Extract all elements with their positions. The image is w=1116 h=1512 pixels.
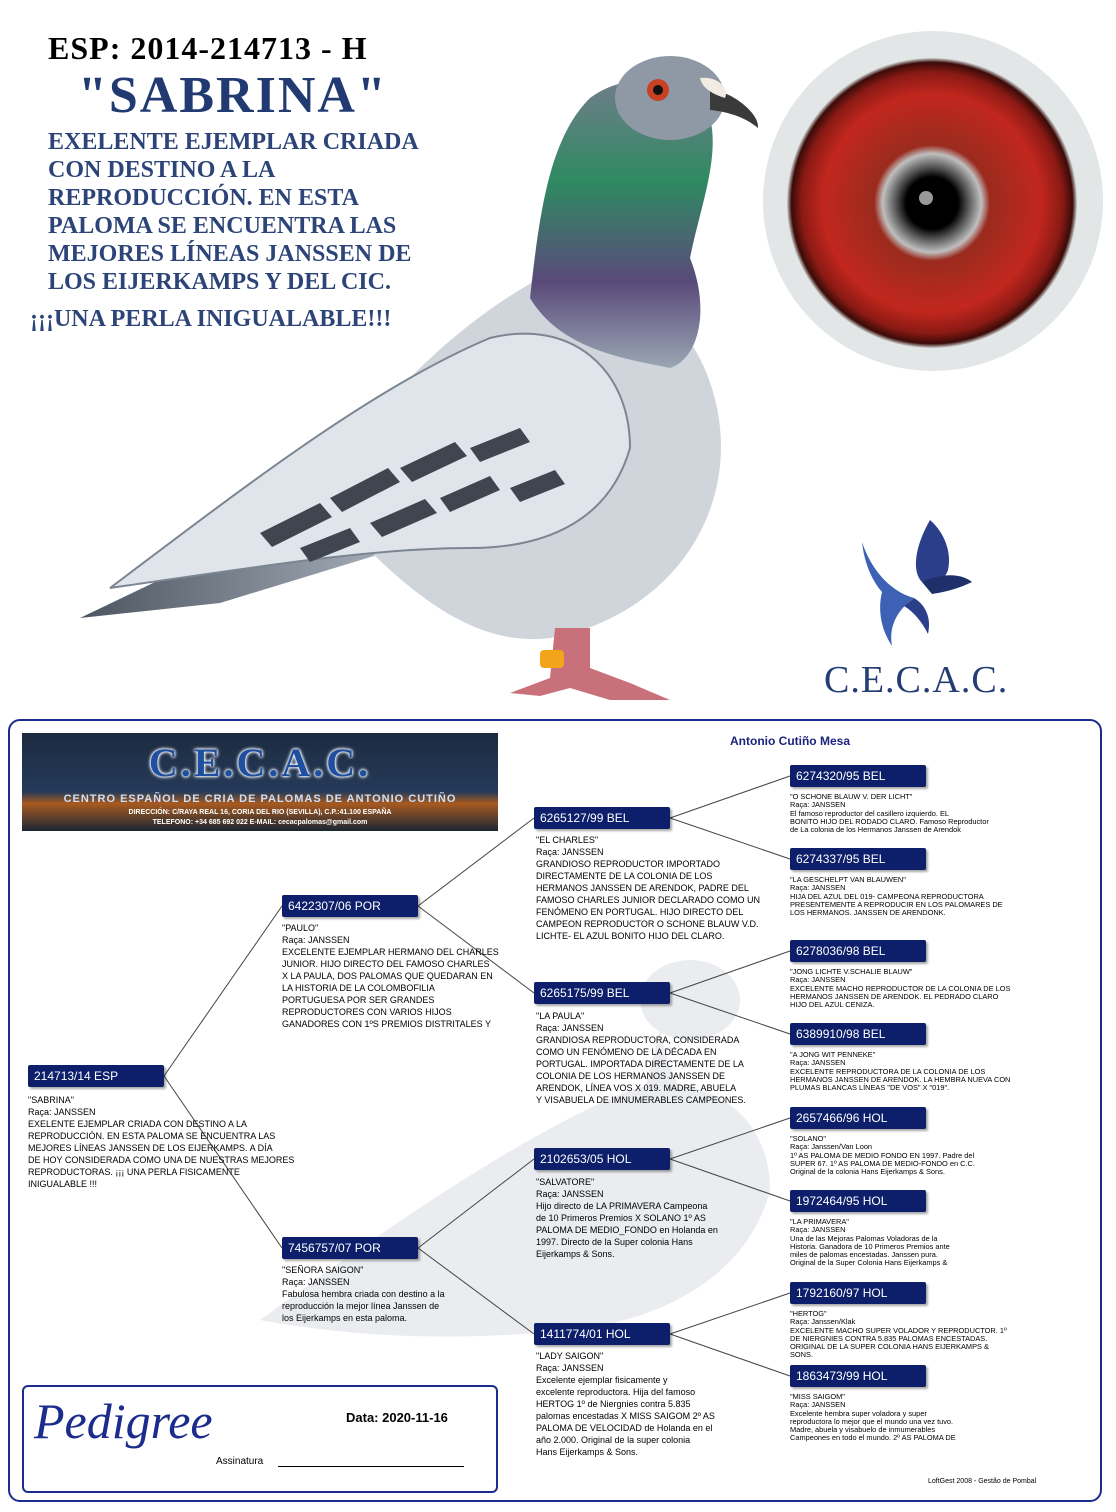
pigeon-name: "LA PAULA" <box>536 1011 585 1021</box>
pigeon-notes: PLUMAS BLANCAS LÍNEAS "DE VOS" X "019". <box>790 1083 950 1093</box>
pigeon-notes: EXCELENTE MACHO REPRODUCTOR DE LA COLONIA DE LOS <box>790 983 1011 993</box>
ddd-ring[interactable]: 1863473/99 HOL <box>790 1365 926 1387</box>
pigeon-notes: Fabulosa hembra criada con destino a la <box>282 1289 445 1299</box>
description-line: EXELENTE EJEMPLAR CRIADA <box>48 129 419 155</box>
pigeon-notes: DIRECTAMENTE DE LA COLONIA DE LOS <box>536 871 713 881</box>
dd-ring[interactable]: 1411774/01 HOL <box>534 1323 670 1345</box>
pigeon-notes: PORTUGUESA POR SER GRANDES <box>282 995 435 1005</box>
sds-info <box>790 968 1010 1009</box>
description-line: REPRODUCCIÓN. EN ESTA <box>48 185 359 211</box>
pigeon-name: "SALVATORE" <box>536 1177 595 1187</box>
pigeon-breed: Raça: JANSSEN <box>790 800 846 810</box>
ring-title: ESP: 2014-214713 - H <box>48 30 368 66</box>
slogan: ¡¡¡UNA PERLA INIGUALABLE!!! <box>30 306 392 332</box>
pigeon-name: "SOLANO" <box>790 1134 827 1143</box>
pigeon-breed: Raça: JANSSEN <box>790 883 846 893</box>
pigeon-notes: REPRODUCTORES CON VARIOS HIJOS <box>282 1007 452 1017</box>
pigeon-name: "PAULO" <box>282 923 319 933</box>
sss-info <box>790 793 989 834</box>
pigeon-notes: PRESENTEMENTE A REPRODUCIR EN LOS PALOMARES DE <box>790 899 1003 909</box>
description-line: PALOMA SE ENCUENTRA LAS <box>48 213 397 239</box>
pigeon-breed: Raça: JANSSEN <box>282 1277 350 1287</box>
pigeon-name: "LADY SAIGON" <box>536 1351 604 1361</box>
pigeon-notes: DE HOY CONSIDERADA COMO UNA DE NUESTRAS MEJORES <box>28 1155 295 1165</box>
pigeon-notes: REPRODUCTORAS. ¡¡¡ UNA PERLA FISICAMENTE <box>28 1167 240 1177</box>
pigeon-name: "EL CHARLES" <box>536 835 599 845</box>
pigeon-breed: Raça: JANSSEN <box>282 935 350 945</box>
signature-line <box>278 1466 464 1467</box>
pigeon-notes: GANADORES CON 1ºS PREMIOS DISTRITALES Y <box>282 1019 491 1029</box>
pigeon-breed: Raça: JANSSEN <box>536 1189 604 1199</box>
signature-label: Assinatura <box>216 1456 264 1467</box>
pigeon-notes: Campeones en todo el mundo. 2º AS PALOMA DE <box>790 1433 956 1443</box>
pigeon-notes: HERMANOS JANSSEN DE ARENDOK. LA HEMBRA NUEVA CON <box>790 1074 1011 1084</box>
pedigree-logo: Pedigree <box>34 1393 213 1449</box>
pigeon-notes: HERMANOS JANSSEN DE ARENDOK. EL PEDRADO CLARO <box>790 991 999 1001</box>
sire-info <box>282 922 499 1030</box>
pigeon-notes: Hijo directo de LA PRIMAVERA Campeona <box>536 1201 708 1211</box>
pigeon-notes: FENÓMENO EN PORTUGAL. HIJO DIRECTO DEL <box>536 907 744 917</box>
sd-ring[interactable]: 6265175/99 BEL <box>534 982 670 1004</box>
dds-info <box>790 1310 1007 1360</box>
dss-info <box>790 1135 975 1176</box>
pigeon-notes: Y VISABUELA DE IMNUMERABLES CAMPEONES. <box>536 1095 746 1105</box>
pigeon-notes: EXCELENTE MACHO SUPER VOLADOR Y REPRODUCTOR. 1º <box>790 1325 1007 1335</box>
pigeon-breed: Raça: JANSSEN <box>536 847 604 857</box>
pigeon-notes: HERTOG 1º de Niergnies contra 5.835 <box>536 1399 691 1409</box>
sire-ring[interactable]: 6422307/06 POR <box>282 895 418 917</box>
pigeon-notes: ARENDOK, LÍNEA VOS X 019. MADRE, ABUELA <box>536 1083 737 1093</box>
dss-ring[interactable]: 2657466/96 HOL <box>790 1107 926 1129</box>
pigeon-notes: SUPER 67. 1º AS PALOMA DE MEDIO-FONDO en C.C. <box>790 1158 975 1168</box>
dam-ring[interactable]: 7456757/07 POR <box>282 1237 418 1259</box>
pigeon-notes: COLONIA DE LOS HERMANOS JANSSEN DE <box>536 1071 726 1081</box>
pigeon-notes: GRANDIOSO REPRODUCTOR IMPORTADO <box>536 859 721 869</box>
dsd-ring[interactable]: 1972464/95 HOL <box>790 1190 926 1212</box>
ds-info <box>536 1176 718 1260</box>
pedigree-date: Data: 2020-11-16 <box>346 1410 448 1425</box>
pigeon-notes: INIGUALABLE !!! <box>28 1179 98 1189</box>
ddd-info <box>790 1393 956 1443</box>
pigeon-notes: Excelente ejemplar fisicamente y <box>536 1375 668 1385</box>
ds-ring[interactable]: 2102653/05 HOL <box>534 1148 670 1170</box>
ssd-info <box>790 876 1003 917</box>
pigeon-notes: 1º AS PALOMA DE MEDIO FONDO EN 1997. Padre del <box>790 1150 975 1160</box>
pigeon-notes: El famoso reproductor del casillero izquierdo. EL <box>790 808 949 818</box>
pigeon-name: "SEÑORA SAIGON" <box>282 1265 364 1275</box>
description-line: CON DESTINO A LA <box>48 157 276 183</box>
pigeon-notes: HERMANOS JANSSEN DE ARENDOK, PADRE DEL <box>536 883 749 893</box>
pigeon-name: "O SCHONE BLAUW V. DER LICHT" <box>790 792 913 801</box>
pigeon-notes: de 10 Primeros Premios X SOLANO 1º AS <box>536 1213 706 1223</box>
pigeon-breed: Raça: JANSSEN <box>790 1225 846 1235</box>
pigeon-notes: los Eijerkamps en esta paloma. <box>282 1313 408 1323</box>
sd-info <box>536 1010 746 1106</box>
pigeon-notes: PALOMA DE MEDIO_FONDO en Holanda en <box>536 1225 718 1235</box>
ssd-ring[interactable]: 6274337/95 BEL <box>790 848 926 870</box>
sdd-ring[interactable]: 6389910/98 BEL <box>790 1023 926 1045</box>
pigeon-notes: LOS HERMANOS. JANSSEN DE ARENDONK. <box>790 908 946 918</box>
description-line: LOS EIJERKAMPS Y DEL CIC. <box>48 269 391 295</box>
pigeon-breed: Raça: JANSSEN <box>28 1107 96 1117</box>
pigeon-name-title: "SABRINA" <box>78 67 388 124</box>
pigeon-notes: Excelente hembra super voladora y super <box>790 1408 927 1418</box>
pigeon-breed: Raça: Janssen/Klak <box>790 1317 856 1327</box>
pigeon-name: "HERTOG" <box>790 1309 827 1318</box>
ss-info <box>536 834 760 942</box>
banner-contact: TELEFONO: +34 685 692 022 E-MAIL: cecacpalomas@gmail.com <box>152 819 368 826</box>
pigeon-notes: BONITO HIJO DEL RODADO CLARO. Famoso Reproductor <box>790 816 989 826</box>
pigeon-notes: JUNIOR. HIJO DIRECTO DEL FAMOSO CHARLES <box>282 959 490 969</box>
pigeon-notes: DE NIERGNIES CONTRA 5.835 PALOMAS ENCESTADAS. <box>790 1333 988 1343</box>
pigeon-notes: COMO UN FENÓMENO DE LA DÉCADA EN <box>536 1047 717 1057</box>
dam-info <box>282 1264 445 1324</box>
pigeon-breed: Raça: Janssen/Van Loon <box>790 1142 873 1152</box>
sdd-info <box>790 1051 1010 1092</box>
pigeon-notes: Historia. Ganadora de 10 Primeros Premios ante <box>790 1241 950 1251</box>
pigeon-notes: Madre, abuela y visabuelo de inmumerables <box>790 1425 936 1435</box>
cecac-logo-text: C.E.C.A.C. <box>824 659 1009 701</box>
pigeon-notes: ORIGINAL DE LA SUPER COLONIA HANS EIJERKAMPS & <box>790 1342 989 1352</box>
pigeon-notes: miles de palomas encestadas. Janssen pura. <box>790 1250 938 1260</box>
owner-name: Antonio Cutiño Mesa <box>730 734 850 748</box>
pigeon-notes: X LA PAULA, DOS PALOMAS QUE QUEDARAN EN <box>282 971 493 981</box>
pigeon-notes: PORTUGAL. IMPORTADA DIRECTAMENTE DE LA <box>536 1059 744 1069</box>
pigeon-notes: SONS. <box>790 1350 813 1360</box>
pigeon-notes: EXELENTE EJEMPLAR CRIADA CON DESTINO A LA <box>28 1119 248 1129</box>
sss-ring[interactable]: 6274320/95 BEL <box>790 765 926 787</box>
pigeon-notes: Original de la colonia Hans Eijerkamps & Sons. <box>790 1167 945 1177</box>
pigeon-notes: MEJORES LÍNEAS JANSSEN DE LOS EIJERKAMPS. A DÍA <box>28 1143 273 1153</box>
pigeon-notes: GRANDIOSA REPRODUCTORA, CONSIDERADA <box>536 1035 740 1045</box>
pigeon-breed: Raça: JANSSEN <box>790 1400 846 1410</box>
pigeon-notes: EXCELENTE REPRODUCTORA DE LA COLONIA DE LOS <box>790 1066 986 1076</box>
pigeon-breed: Raça: JANSSEN <box>536 1023 604 1033</box>
pigeon-notes: de La colonia de los Hermanos Janssen de Arendok <box>790 825 961 835</box>
pigeon-name: "SABRINA" <box>28 1095 74 1105</box>
pigeon-breed: Raça: JANSSEN <box>790 1058 846 1068</box>
pigeon-notes: PALOMA DE VELOCIDAD de Holanda en el <box>536 1423 713 1433</box>
ss-ring[interactable]: 6265127/99 BEL <box>534 807 670 829</box>
pigeon-notes: LICHTE- EL AZUL BONITO HIJO DEL CLARO. <box>536 931 725 941</box>
subject-ring[interactable]: 214713/14 ESP <box>28 1065 164 1087</box>
banner-address: DIRECCIÓN: C/RAYA REAL 16, CORIA DEL RIO (SEVILLA), C.P.:41.100 ESPAÑA <box>128 809 392 816</box>
description-line: MEJORES LÍNEAS JANSSEN DE <box>48 241 412 267</box>
pigeon-notes: FAMOSO CHARLES JUNIOR DECLARADO COMO UN <box>536 895 761 905</box>
dsd-info <box>790 1218 950 1268</box>
pigeon-name: "MISS SAIGOM" <box>790 1392 845 1401</box>
subject-info <box>28 1094 358 1190</box>
software-credit: LoftGest 2008 - Gestão de Pombal <box>928 1478 1037 1485</box>
banner-title: C.E.C.A.C. <box>148 740 372 785</box>
pigeon-breed: Raça: JANSSEN <box>790 975 846 985</box>
sds-ring[interactable]: 6278036/98 BEL <box>790 940 926 962</box>
dd-info <box>536 1350 715 1458</box>
pigeon-name: "JONG LICHTE V.SCHALIE BLAUW" <box>790 967 913 976</box>
pigeon-notes: CAMPEON REPRODUCTOR O SCHONE BLAUW V.D. <box>536 919 759 929</box>
pigeon-name: "A JONG WIT PENNEKE" <box>790 1050 876 1059</box>
pigeon-notes: LA HISTORIA DE LA COLOMBOFILIA <box>282 983 435 993</box>
pigeon-notes: reproducción la mejor línea Janssen de <box>282 1301 440 1311</box>
pigeon-notes: Hans Eijerkamps & Sons. <box>536 1447 639 1457</box>
pigeon-breed: Raça: JANSSEN <box>536 1363 604 1373</box>
pigeon-notes: Original de la Super Colonia Hans Eijerkamps & <box>790 1258 948 1268</box>
pigeon-notes: 1997. Directo de la Super colonia Hans <box>536 1237 693 1247</box>
pigeon-notes: excelente reproductora. Hija del famoso <box>536 1387 696 1397</box>
pigeon-name: "LA GESCHELPT VAN BLAUWEN" <box>790 875 906 884</box>
pigeon-notes: año 2.000. Original de la super colonia <box>536 1435 691 1445</box>
pigeon-notes: HIJA DEL AZUL DEL 019- CAMPEONA REPRODUCTORA <box>790 891 984 901</box>
dds-ring[interactable]: 1792160/97 HOL <box>790 1282 926 1304</box>
pigeon-notes: HIJO DEL AZUL CENIZA. <box>790 1000 875 1010</box>
pigeon-notes: REPRODUCCIÓN. EN ESTA PALOMA SE ENCUENTRA LAS <box>28 1131 276 1141</box>
pigeon-notes: palomas encestadas X MISS SAIGOM 2º AS <box>536 1411 715 1421</box>
pigeon-notes: Eijerkamps & Sons. <box>536 1249 615 1259</box>
banner-subtitle: CENTRO ESPAÑOL DE CRIA DE PALOMAS DE ANTONIO CUTIÑO <box>63 793 457 805</box>
pigeon-name: "LA PRIMAVERA" <box>790 1217 849 1226</box>
pigeon-notes: reproductora lo mejor que el mundo una vez tuvo. <box>790 1416 954 1426</box>
pigeon-notes: EXCELENTE EJEMPLAR HERMANO DEL CHARLES <box>282 947 499 957</box>
pigeon-notes: Una de las Mejoras Palomas Voladoras de la <box>790 1233 938 1243</box>
